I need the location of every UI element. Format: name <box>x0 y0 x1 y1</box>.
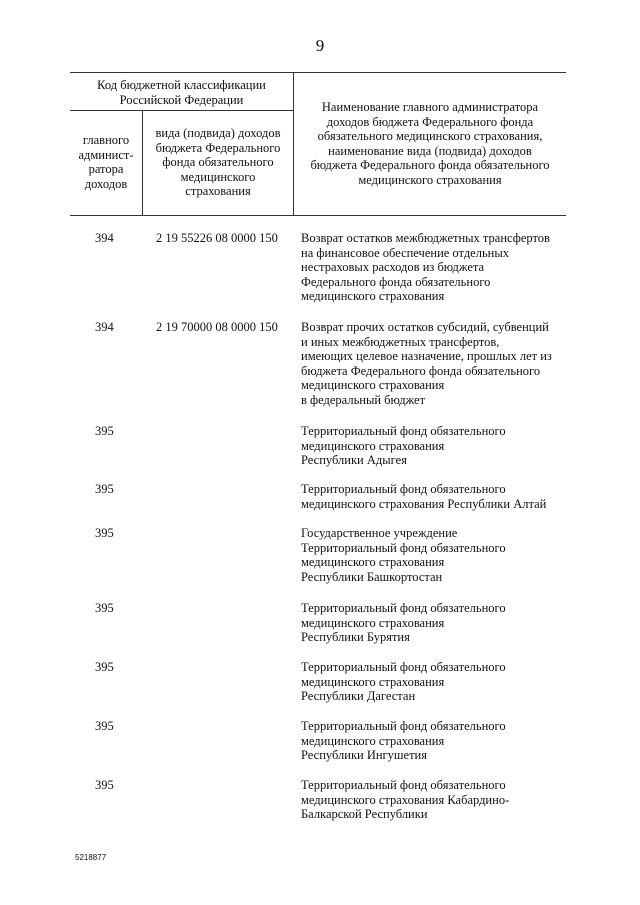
page-number: 9 <box>315 36 325 55</box>
header-top-rule <box>70 72 566 73</box>
row-name: Территориальный фонд обязательного медицинского страхования Кабардино- Балкарской Республики <box>301 778 510 821</box>
row-name: Возврат остатков межбюджетных трансфертов на финансовое обеспечение отдельных нестраховых расходов из бюджета Федерального фонда обязательного медицинского страхования <box>301 231 550 303</box>
header-col-name: Наименование главного администратора доходов бюджета Федерального фонда обязательного медицинского страхования, наименование вида (подвида) доходов бюджета Федерального фонда обязательного медицинского страхования <box>310 100 550 187</box>
row-name: Территориальный фонд обязательного медицинского страхования Республики Бурятия <box>301 601 506 644</box>
row-name: Территориальный фонд обязательного медицинского страхования Республики Дагестан <box>301 660 506 703</box>
row-name: Территориальный фонд обязательного медицинского страхования Республики Алтай <box>301 482 547 511</box>
header-group-rule <box>70 110 293 111</box>
document-id: 5218877 <box>75 853 107 862</box>
row-name: Территориальный фонд обязательного медицинского страхования Республики Ингушетия <box>301 719 506 762</box>
row-admin-code: 395 <box>95 601 114 615</box>
row-admin-code: 394 <box>95 320 114 334</box>
header-bottom-rule <box>70 215 566 216</box>
row-admin-code: 395 <box>95 424 114 438</box>
row-admin-code: 394 <box>95 231 114 245</box>
header-col-kind: вида (подвида) доходов бюджета Федерального фонда обязательного медицинского страхования <box>155 126 281 198</box>
row-budget-code: 2 19 55226 08 0000 150 <box>156 231 278 245</box>
row-admin-code: 395 <box>95 482 114 496</box>
row-admin-code: 395 <box>95 526 114 540</box>
row-admin-code: 395 <box>95 719 114 733</box>
row-name: Возврат прочих остатков субсидий, субвенций и иных межбюджетных трансфертов, имеющих целевое назначение, прошлых лет из бюджета Федерального фонда обязательного медицинского страхования в федеральный бюджет <box>301 320 552 407</box>
row-budget-code: 2 19 70000 08 0000 150 <box>156 320 278 334</box>
header-group-title: Код бюджетной классификации Российской Федерации <box>97 78 266 107</box>
row-name: Государственное учреждение Территориальный фонд обязательного медицинского страхования Республики Башкортостан <box>301 526 506 584</box>
row-name: Территориальный фонд обязательного медицинского страхования Республики Адыгея <box>301 424 506 467</box>
row-admin-code: 395 <box>95 778 114 792</box>
row-admin-code: 395 <box>95 660 114 674</box>
header-col-admin: главного админист- ратора доходов <box>78 133 134 191</box>
